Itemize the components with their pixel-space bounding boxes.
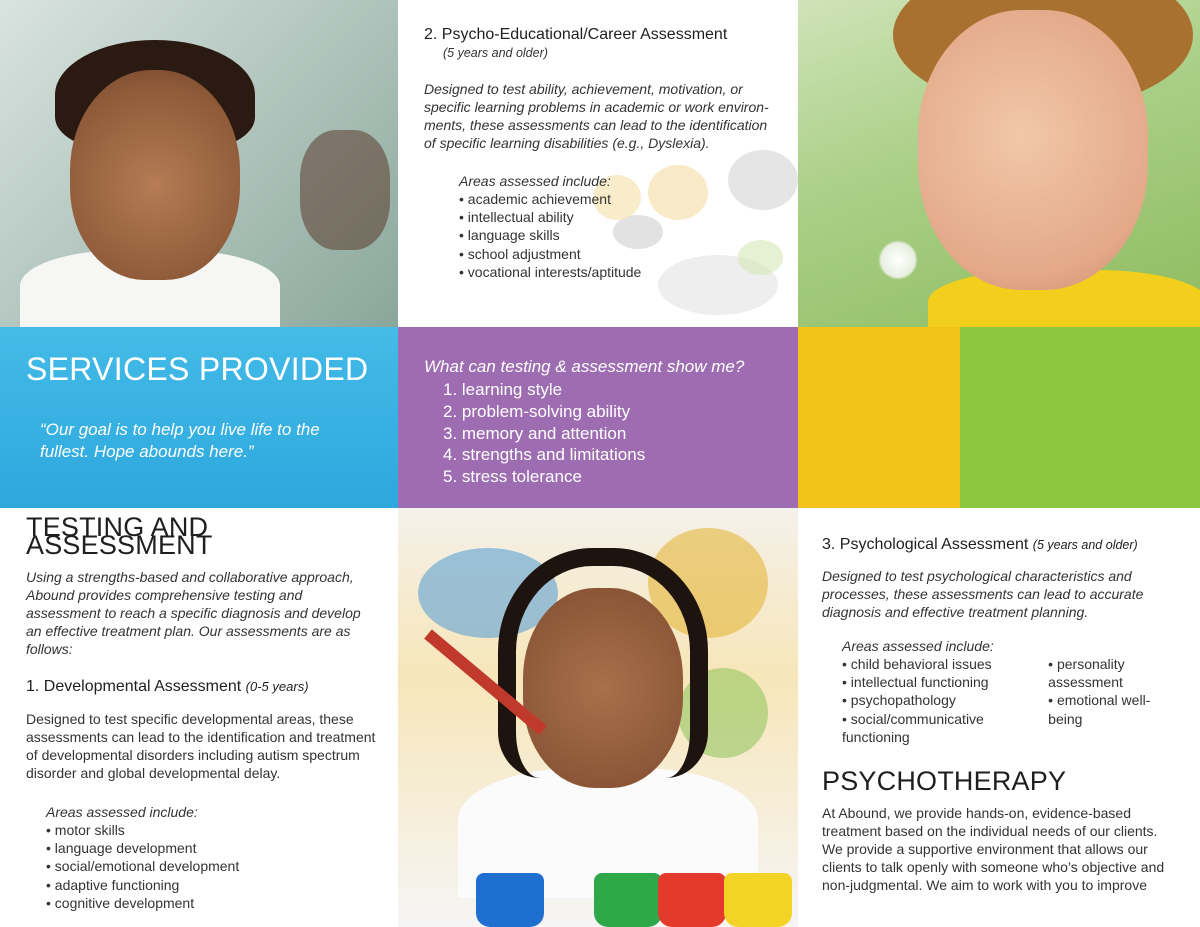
- psychological-areas-right: [1048, 655, 1182, 746]
- developmental-areas: [46, 821, 376, 912]
- list-item: • school adjustment: [459, 245, 779, 263]
- psychological-description: Designed to test psychological characteristics and processes, these assessments can lead to accurate diagnosis and effective treatment planning.: [822, 568, 1144, 620]
- list-item: • adaptive functioning: [46, 876, 376, 894]
- developmental-age: (0-5 years): [245, 679, 309, 694]
- paint-cup-green: [594, 873, 662, 927]
- areas-label: Areas assessed include:: [459, 173, 611, 189]
- psychological-section: [798, 508, 1200, 927]
- list-item: • intellectual ability: [459, 208, 779, 226]
- list-item: 1. learning style: [443, 380, 563, 399]
- psychotherapy-title: PSYCHOTHERAPY: [822, 766, 1067, 797]
- list-item: 4. strengths and limitations: [443, 445, 646, 465]
- list-item: • motor skills: [46, 821, 376, 839]
- psychological-age: (5 years and older): [1032, 538, 1138, 552]
- services-provided-block: [0, 327, 398, 508]
- paint-cup-red: [658, 873, 726, 927]
- services-title: SERVICES PROVIDED: [26, 351, 369, 387]
- areas-label: Areas assessed include:: [46, 804, 198, 820]
- list-item: • vocational interests/aptitude: [459, 263, 779, 281]
- photo-girl-painting: [398, 508, 798, 927]
- list-item: 3. memory and attention: [443, 423, 627, 443]
- list-item: • social/emotional development: [46, 857, 376, 875]
- developmental-heading: 1. Developmental Assessment (0-5 years): [26, 678, 309, 695]
- psycho-educational-areas: [459, 190, 779, 281]
- list-item: • child behavioral issues: [842, 655, 1026, 673]
- psychological-heading: 3. Psychological Assessment (5 years and older): [822, 536, 1138, 553]
- list-item: • personality assessment: [1048, 655, 1182, 691]
- testing-title: TESTING AND ASSESSMENT: [26, 512, 213, 560]
- testing-show-list: [443, 379, 645, 488]
- psycho-educational-section: [398, 0, 798, 327]
- services-quote: “Our goal is to help you live life to the fullest. Hope abounds here.”: [40, 420, 320, 461]
- paint-cup-blue: [476, 873, 544, 927]
- list-item: • intellectual functioning: [842, 673, 1026, 691]
- list-item: • social/communicative functioning: [842, 710, 1026, 746]
- photo-boy-blowing-dandelion: [798, 0, 1200, 327]
- developmental-description: Designed to test specific developmental areas, these assessments can lead to the identification and treatment of developmental disorders including autism spectrum disorder and global developmental delay.: [26, 711, 376, 781]
- list-item: • cognitive development: [46, 894, 376, 912]
- list-item: 2. problem-solving ability: [443, 401, 631, 421]
- psychotherapy-body: At Abound, we provide hands-on, evidence-based treatment based on the individual needs of our clients. We provide a supportive environment that allows our clients to talk openly with someone who’s objective and non-judgmental. We aim to work with you to improve: [822, 805, 1165, 894]
- list-item: • emotional well-being: [1048, 691, 1182, 727]
- list-item: • language development: [46, 839, 376, 857]
- green-color-block: [960, 327, 1200, 508]
- testing-show-block: [398, 327, 798, 508]
- list-item: • language skills: [459, 226, 779, 244]
- list-item: • psychopathology: [842, 691, 1026, 709]
- psychological-areas-left: [842, 655, 1026, 746]
- list-item: • academic achievement: [459, 190, 779, 208]
- psycho-educational-description: Designed to test ability, achievement, motivation, or specific learning problems in academic or work environ-ments, these assessments can lead to the identification of specific learning disabilities (e.g., Dyslexia).: [424, 81, 769, 151]
- yellow-color-block: [798, 327, 960, 508]
- list-item: 5. stress tolerance: [443, 467, 582, 487]
- testing-show-question: What can testing & assessment show me?: [424, 357, 745, 376]
- psycho-educational-age: (5 years and older): [443, 46, 548, 60]
- photo-smiling-boy: [0, 0, 398, 327]
- paint-cup-yellow: [724, 873, 792, 927]
- testing-assessment-section: [0, 508, 398, 927]
- psycho-educational-heading: 2. Psycho-Educational/Career Assessment: [424, 26, 728, 43]
- testing-intro: Using a strengths-based and collaborative approach, Abound provides comprehensive testing and assessment to reach a specific diagnosis and develop an effective treatment plan. Our assessments are as follows:: [26, 569, 361, 657]
- areas-label: Areas assessed include:: [842, 638, 994, 654]
